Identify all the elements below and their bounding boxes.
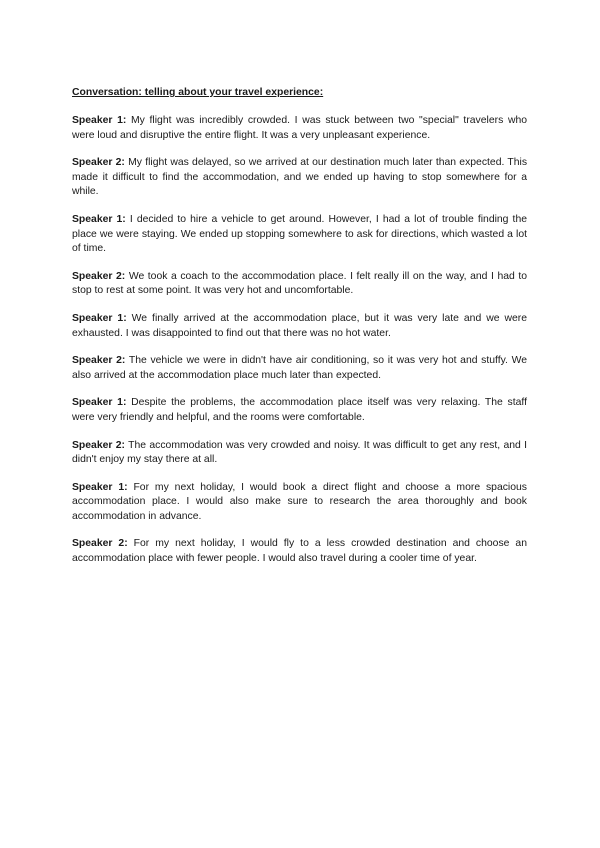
speaker-label: Speaker 2: — [72, 439, 125, 451]
speaker-label: Speaker 2: — [72, 270, 126, 282]
dialogue-turn — [72, 312, 527, 341]
speaker-label: Speaker 1: — [72, 397, 127, 409]
dialogue-turn — [72, 156, 527, 200]
dialogue-text: My flight was incredibly crowded. I was stuck between two "special" travelers who were loud and disruptive the entire flight. It was a very unpleasant experience. — [72, 115, 528, 141]
dialogue-turn — [72, 354, 527, 383]
dialogue-text: I decided to hire a vehicle to get around. However, I had a lot of trouble finding the place we were staying. We ended up stopping somewhere to ask for directions, which wasted a lot of time. — [72, 213, 527, 255]
dialogue-turn — [72, 537, 527, 566]
dialogue-text: We took a coach to the accommodation place. I felt really ill on the way, and I had to stop to rest at some point. It was very hot and uncomfortable. — [72, 270, 528, 297]
dialogue-text: We finally arrived at the accommodation place, but it was very late and we were exhausted. I was disappointed to find out that there was no hot water. — [72, 312, 528, 339]
dialogue-turn — [72, 481, 527, 525]
dialogue-text: For my next holiday, I would book a direct flight and choose a more spacious accommodation place. I would also make sure to research the area thoroughly and book accommodation in advance. — [72, 481, 527, 522]
dialogue-text: My flight was delayed, so we arrived at our destination much later than expected. This made it difficult to find the accommodation, and we ended up having to stop somewhere for a while. — [72, 157, 528, 198]
dialogue-text: The accommodation was very crowded and noisy. It was difficult to get any rest, and I didn't enjoy my stay there at all. — [72, 439, 528, 466]
speaker-label: Speaker 1: — [72, 481, 128, 493]
speaker-label: Speaker 1: — [72, 115, 127, 126]
document-title: Conversation: telling about your travel experience: — [72, 87, 324, 98]
dialogue-turn — [72, 213, 527, 257]
speaker-label: Speaker 2: — [72, 157, 125, 169]
speaker-label: Speaker 2: — [72, 355, 126, 367]
dialogue-turn — [72, 270, 527, 299]
dialogue-turn — [72, 439, 527, 468]
dialogue-text: Despite the problems, the accommodation place itself was very relaxing. The staff were very friendly and helpful, and the rooms were comfortable. — [72, 397, 527, 423]
document-page — [72, 86, 527, 580]
dialogue-text: The vehicle we were in didn't have air conditioning, so it was very hot and stuffy. We also arrived at the accommodation place much later than expected. — [72, 355, 528, 381]
dialogue-turn — [72, 396, 527, 425]
speaker-label: Speaker 1: — [72, 213, 126, 225]
dialogue-text: For my next holiday, I would fly to a less crowded destination and choose an accommodation place with fewer people. I would also travel during a cooler time of year. — [72, 538, 527, 565]
speaker-label: Speaker 1: — [72, 312, 127, 324]
dialogue-turn — [72, 114, 527, 143]
speaker-label: Speaker 2: — [72, 538, 128, 550]
